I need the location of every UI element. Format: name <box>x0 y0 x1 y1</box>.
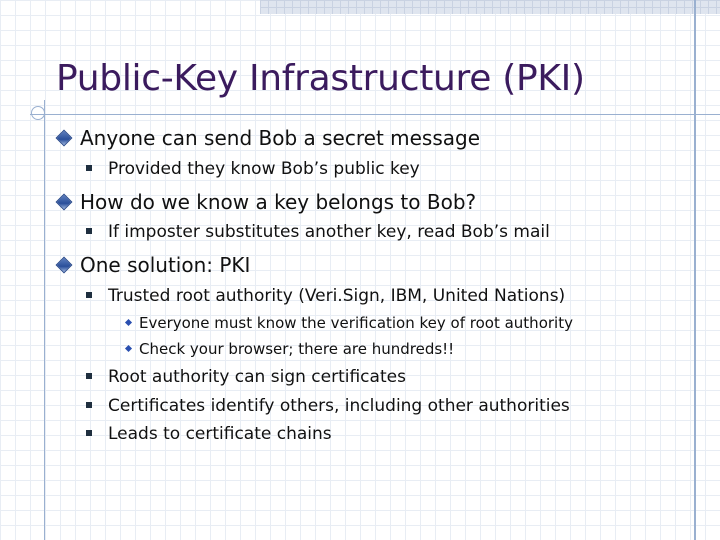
bullet-text: One solution: PKI <box>80 253 251 277</box>
bullet-level2 <box>86 286 565 306</box>
bullet-text: Leads to certificate chains <box>108 424 332 444</box>
bullet-text: If imposter substitutes another key, read Bob’s mail <box>108 222 550 242</box>
vertical-rule <box>694 0 696 540</box>
crosshair-circle-icon <box>31 106 45 120</box>
bullet-text: Everyone must know the verification key of root authority <box>139 314 573 332</box>
bullet-text: How do we know a key belongs to Bob? <box>80 190 477 214</box>
bullet-text: Trusted root authority (Veri.Sign, IBM, United Nations) <box>108 286 566 306</box>
bullet-level2 <box>86 424 332 444</box>
bullet-text: Provided they know Bob’s public key <box>108 159 420 179</box>
bullet-level3 <box>126 314 573 332</box>
square-bullet-icon <box>86 228 92 234</box>
diamond-bullet-icon <box>56 130 73 147</box>
bullet-level1 <box>54 126 480 150</box>
bullet-text: Certificates identify others, including other authorities <box>108 396 570 416</box>
bullet-level2 <box>86 159 420 179</box>
title-underline <box>30 114 720 115</box>
corner-pattern <box>260 0 720 14</box>
bullet-text: Root authority can sign certificates <box>108 367 406 387</box>
bullet-level1 <box>54 253 250 277</box>
bullet-text: Check your browser; there are hundreds!! <box>139 340 455 358</box>
bullet-level2 <box>86 367 406 387</box>
square-bullet-icon <box>86 165 92 171</box>
bullet-text: Anyone can send Bob a secret message <box>80 126 481 150</box>
diamond-bullet-icon <box>56 257 73 274</box>
bullet-level3 <box>126 340 454 358</box>
square-bullet-icon <box>86 373 92 379</box>
bullet-level2 <box>86 222 550 242</box>
square-bullet-icon <box>86 292 92 298</box>
small-diamond-bullet-icon <box>125 318 132 325</box>
bullet-level1 <box>54 190 476 214</box>
bullet-level2 <box>86 396 570 416</box>
left-rule <box>44 100 45 540</box>
square-bullet-icon <box>86 402 92 408</box>
square-bullet-icon <box>86 430 92 436</box>
slide-title: Public-Key Infrastructure (PKI) <box>56 58 585 99</box>
diamond-bullet-icon <box>56 194 73 211</box>
small-diamond-bullet-icon <box>125 344 132 351</box>
